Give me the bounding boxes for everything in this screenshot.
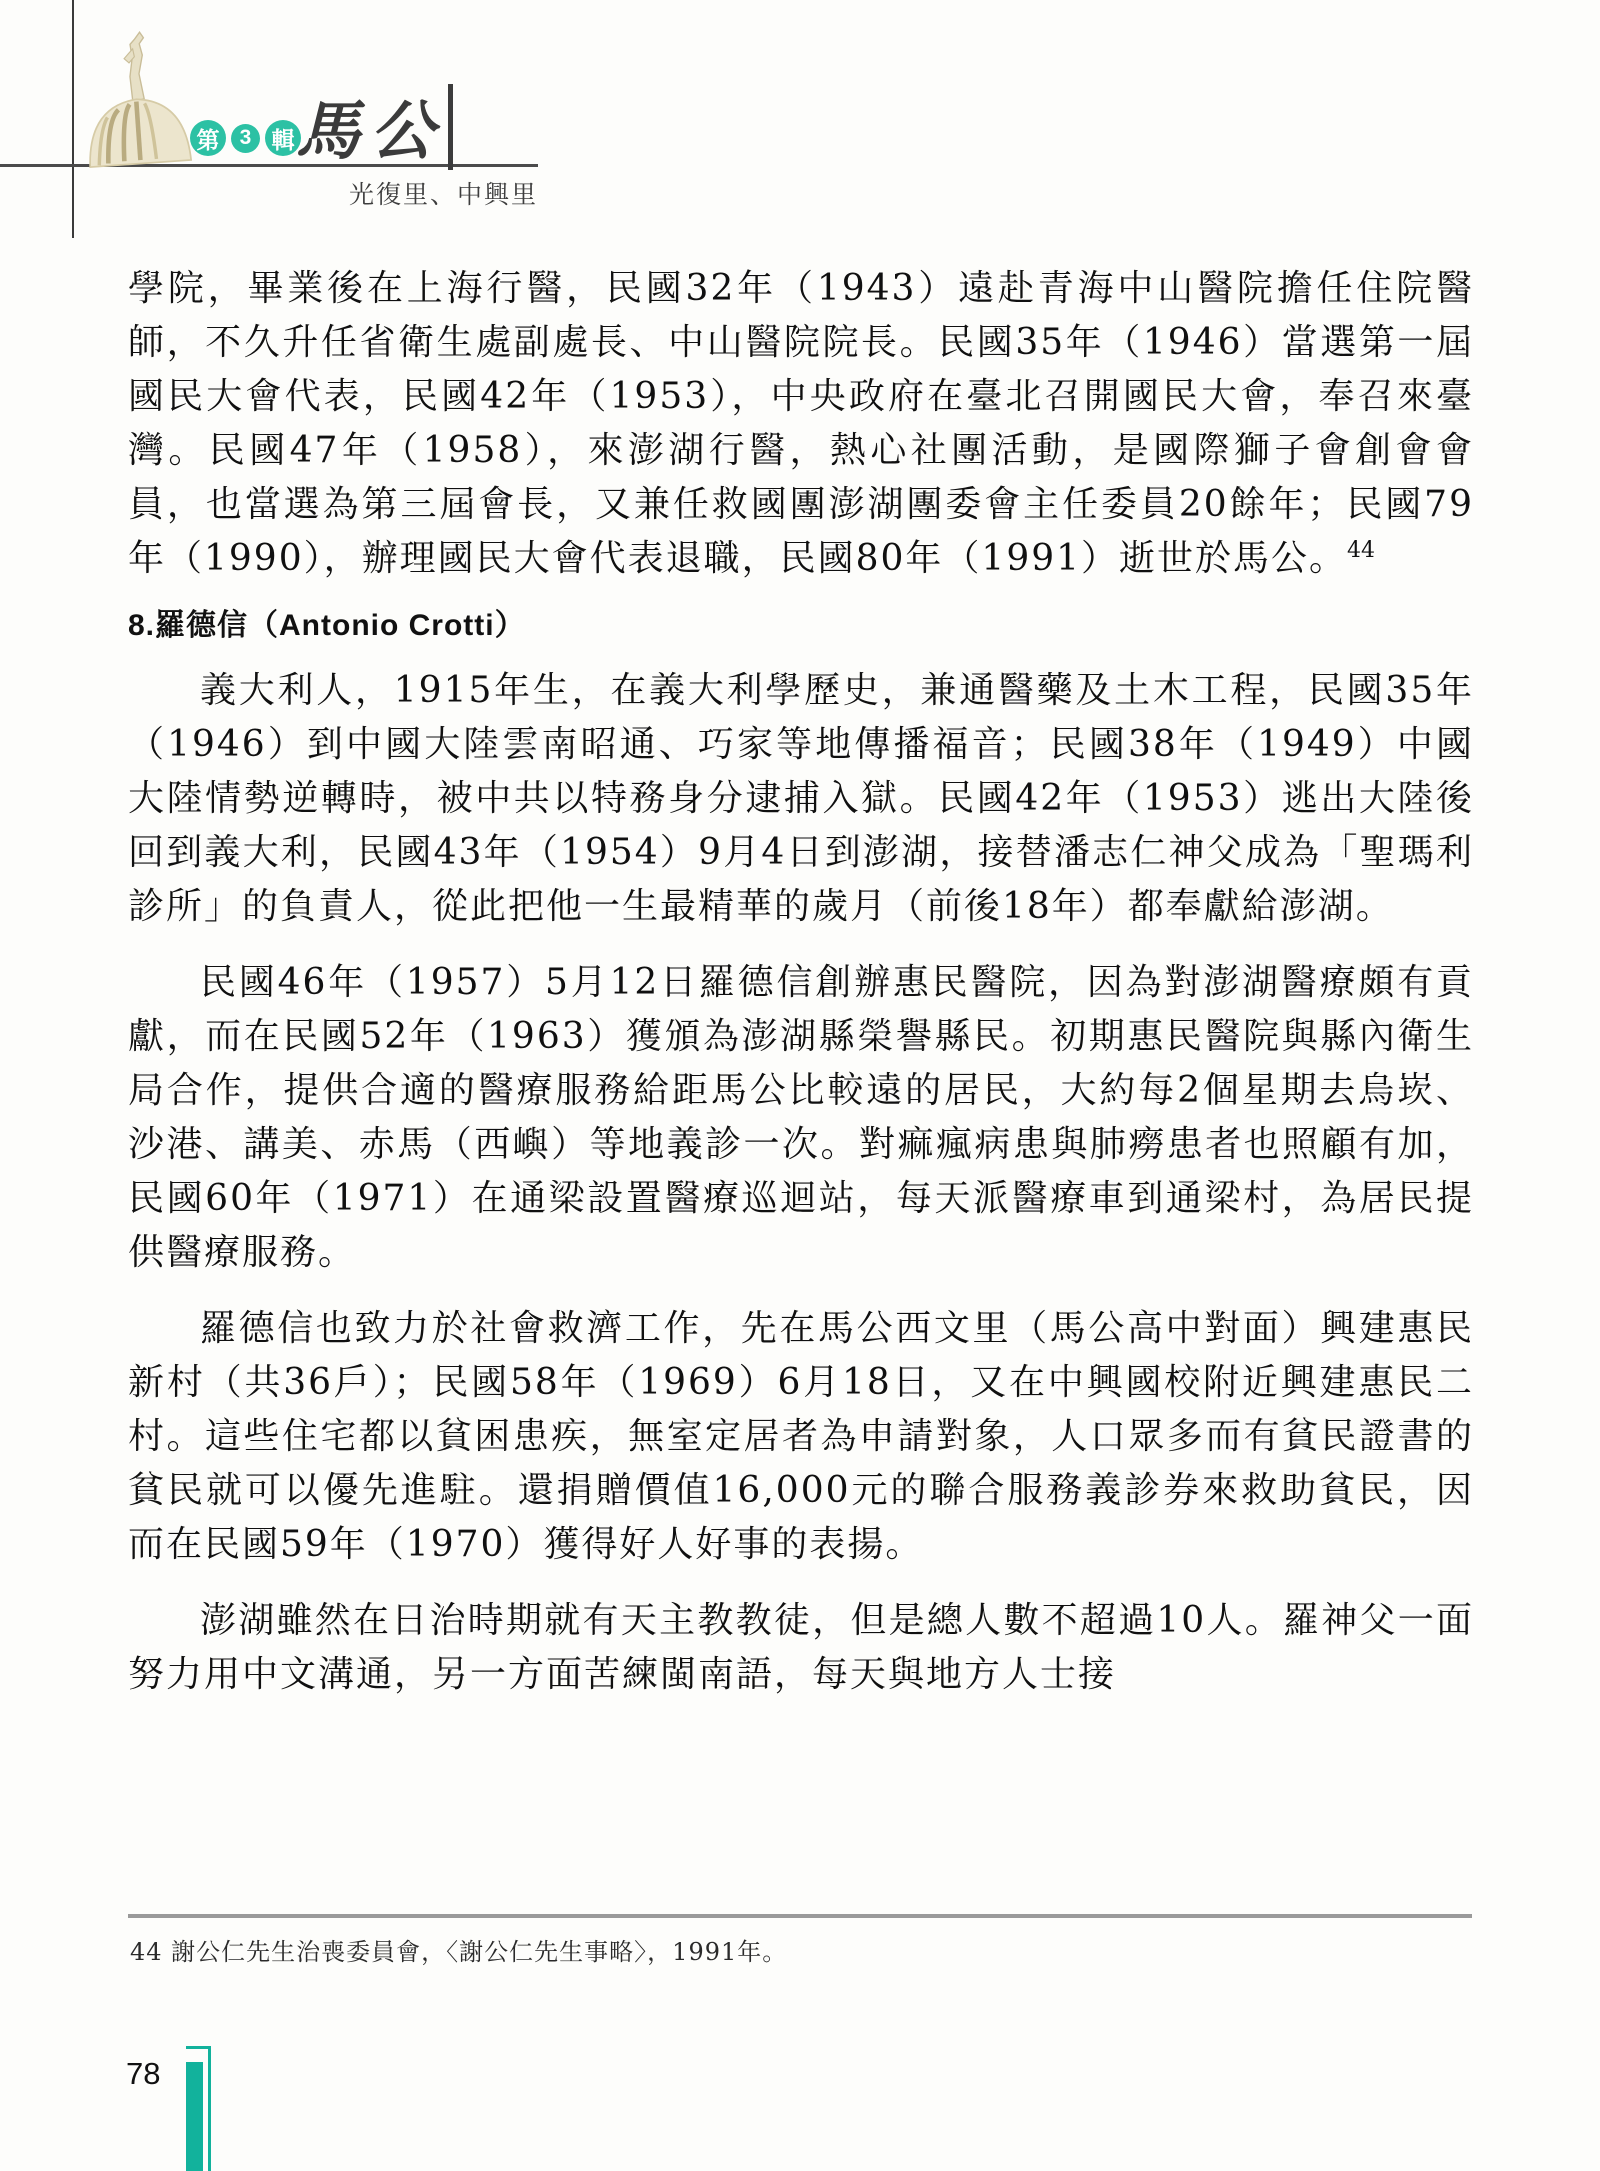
body-text	[128, 262, 1474, 1724]
paragraph-1	[128, 262, 1474, 586]
paragraph-5: 澎湖雖然在日治時期就有天主教教徒，但是總人數不超過10人。羅神父一面努力用中文溝通，另一方面苦練閩南語，每天與地方人士接	[128, 1600, 1474, 1695]
paragraph-2: 義大利人，1915年生，在義大利學歷史，兼通醫藥及土木工程，民國35年（1946）到中國大陸雲南昭通、巧家等地傳播福音；民國38年（1949）中國大陸情勢逆轉時，被中共以特務身分逮捕入獄。民國42年（1953）逃出大陸後回到義大利，民國43年（1954）9月4日到澎湖，接替潘志仁神父成為「聖瑪利診所」的負責人，從此把他一生最精華的歲月（前後18年）都奉獻給澎湖。	[128, 670, 1474, 927]
series-badge-char: 第	[190, 120, 226, 156]
series-badge-char: 輯	[265, 120, 301, 156]
section-heading: 8.羅德信（Antonio Crotti）	[128, 609, 526, 642]
series-badge-group	[190, 120, 301, 156]
footnote	[130, 1936, 1430, 1968]
paragraph-4: 羅德信也致力於社會救濟工作，先在馬公西文里（馬公高中對面）興建惠民新村（共36戶）；民國58年（1969）6月18日，又在中興國校附近興建惠民二村。這些住宅都以貧困患疾，無室定居者為申請對象，人口眾多而有貧民證書的貧民就可以優先進駐。還捐贈價值16,000元的聯合服務義診券來救助貧民，因而在民國59年（1970）獲得好人好事的表揚。	[128, 1308, 1474, 1565]
book-title: 馬公	[296, 94, 444, 169]
dome-sculpture-image	[71, 24, 200, 170]
footnote-text: 謝公仁先生治喪委員會，〈謝公仁先生事略〉，1991年。	[162, 1938, 788, 1966]
title-vertical-bar	[448, 84, 453, 170]
chapter-subtitle: 光復里、中興里	[348, 180, 538, 209]
footnote-reference: 44	[1347, 538, 1376, 563]
paragraph-3: 民國46年（1957）5月12日羅德信創辦惠民醫院，因為對澎湖醫療頗有貢獻，而在民國52年（1963）獲頒為澎湖縣榮譽縣民。初期惠民醫院與縣內衛生局合作，提供合適的醫療服務給距馬公比較遠的居民，大約每2個星期去烏崁、沙港、講美、赤馬（西嶼）等地義診一次。對痲瘋病患與肺癆患者也照顧有加，民國60年（1971）在通梁設置醫療巡迴站，每天派醫療車到通梁村，為居民提供醫療服務。	[128, 962, 1474, 1273]
paragraph-1-text: 學院，畢業後在上海行醫，民國32年（1943）遠赴青海中山醫院擔任住院醫師，不久升任省衛生處副處長、中山醫院院長。民國35年（1946）當選第一屆國民大會代表，民國42年（1953），中央政府在臺北召開國民大會，奉召來臺灣。民國47年（1958），來澎湖行醫，熱心社團活動，是國際獅子會創會會員，也當選為第三屆會長，又兼任救國團澎湖團委會主任委員20餘年；民國79年（1990），辦理國民大會代表退職，民國80年（1991）逝世於馬公。	[128, 268, 1474, 579]
footnote-divider	[128, 1914, 1472, 1918]
page-number: 78	[126, 2056, 161, 2091]
footnote-number: 44	[130, 1938, 163, 1966]
footer-accent-bar-outline-right	[208, 2046, 211, 2171]
series-badge-number: 3	[231, 124, 260, 153]
footer-accent-bar	[186, 2062, 203, 2171]
